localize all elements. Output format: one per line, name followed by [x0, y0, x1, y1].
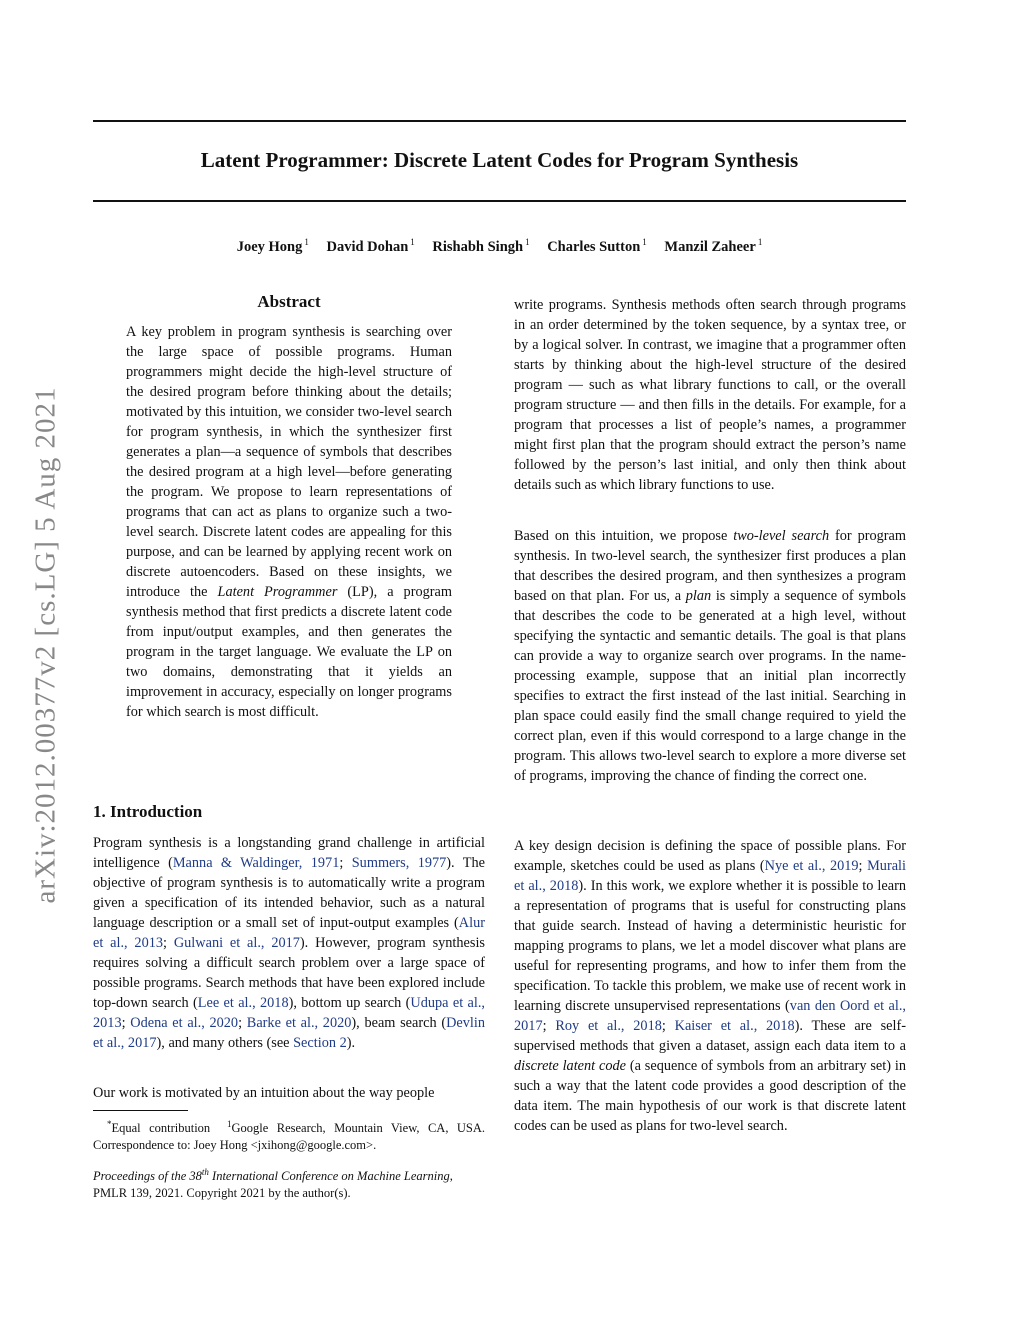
arxiv-stamp: arXiv:2012.00377v2 [cs.LG] 5 Aug 2021: [29, 386, 62, 904]
citation-link[interactable]: van den Oord et al., 2017: [514, 998, 906, 1034]
section-heading-introduction: 1. Introduction: [93, 802, 203, 821]
author-list: [93, 237, 906, 256]
citation-link[interactable]: Devlin et al., 2017: [93, 1015, 486, 1051]
footnote: *Equal contribution $^1$Google Research, Mountain View, CA, USA. Correspondence to: Joey Hong <jxihong@google.com>.: [93, 1119, 486, 1153]
citation-link[interactable]: Gulwani et al., 2017: [173, 935, 300, 951]
citation-link[interactable]: Odena et al., 2020: [130, 1015, 239, 1031]
section-link[interactable]: Section 2: [293, 1035, 347, 1051]
citation-link[interactable]: Manna & Waldinger, 1971: [172, 855, 340, 871]
author: Charles Sutton $^1$: [547, 237, 647, 255]
abstract-text: A key problem in program synthesis is searching over the large space of possible programs. Human programmers might decide the high-level structure of the desired program before thinking about the details; motivated by this intuition, we consider two-level search for program synthesis, in which the synthesizer first generates a plan—a sequence of symbols that describes the desired program at a high level—before generating the program. We propose to learn representations of programs that can act as plans to organize such a two-level search. Discrete latent codes are appealing for this purpose, and can be learned by applying recent work on discrete autoencoders. Based on these insights, we introduce the Latent Programmer (LP), a program synthesis method that first predicts a discrete latent code from input/output examples, and then generates the program in the target language. We evaluate the LP on two domains, demonstrating that it yields an improvement in accuracy, especially on longer programs for which search is most difficult.: [126, 324, 452, 720]
citation-link[interactable]: Roy et al., 2018: [555, 1018, 662, 1034]
author: Rishabh Singh $^1$: [432, 237, 530, 255]
author: David Dohan $^1$: [326, 237, 415, 255]
title-bottom-rule: [93, 200, 906, 202]
abstract-heading: Abstract: [257, 292, 321, 311]
citation-link[interactable]: Murali et al., 2018: [514, 858, 906, 894]
author: Manzil Zaheer $^1$: [664, 237, 763, 255]
citation-link[interactable]: Kaiser et al., 2018: [674, 1018, 795, 1034]
proceedings-note: Proceedings of the 38th International Conference on Machine Learning, PMLR 139, 2021. Copyright 2021 by the author(s).: [93, 1167, 453, 1201]
citation-link[interactable]: Udupa et al., 2013: [93, 995, 485, 1031]
intro-paragraph-1: Program synthesis is a longstanding grand challenge in artificial intelligence (Manna & Waldinger, 1971; Summers, 1977). The objective of program synthesis is to automatically write a program given a specification of its intended behavior, such as a natural language description or a small set of input-output examples (Alur et al., 2013; Gulwani et al., 2017). However, program synthesis requires solving a difficult search problem over a large space of possible programs. Search methods that have been explored include top-down search (Lee et al., 2018), bottom up search (Udupa et al., 2013; Odena et al., 2020; Barke et al., 2020), beam search (Devlin et al., 2017), and many others (see Section 2).: [93, 835, 486, 1051]
citation-link[interactable]: Alur et al., 2013: [93, 915, 485, 951]
title-top-rule: [93, 120, 906, 122]
author: Joey Hong $^1$: [236, 237, 309, 255]
right-paragraph-1: write programs. Synthesis methods often search through programs in an order determined by the token sequence, by a syntax tree, or by a logical solver. In contrast, we imagine that a programmer often starts by thinking about the high-level structure of the desired program — such as what library functions to call, or the overall program structure — and then fills in the details. For example, for a program that processes a list of people’s names, a programmer might first plan that the program should extract the person’s name followed by the person’s last initial, and only then think about details such as which library functions to use.: [514, 297, 906, 493]
right-paragraph-3: A key design decision is defining the space of possible plans. For example, sketches could be used as plans (Nye et al., 2019; Murali et al., 2018). In this work, we explore whether it is possible to learn a representation of programs that is useful for constructing plans that guide search. Instead of having a deterministic heuristic for mapping programs to plans, we let a model discover what plans are useful for representing programs, and how to infer them from the specification. To tackle this problem, we make use of recent work in learning discrete unsupervised representations (van den Oord et al., 2017; Roy et al., 2018; Kaiser et al., 2018). These are self-supervised methods that given a dataset, assign each data item to a discrete latent code (a sequence of symbols from an arbitrary set) in such a way that the latent code provides a good description of the data item. The main hypothesis of our work is that discrete latent codes can be used as plans for two-level search.: [514, 838, 907, 1134]
citation-link[interactable]: Summers, 1977: [351, 855, 447, 871]
citation-link[interactable]: Barke et al., 2020: [246, 1015, 352, 1031]
citation-link[interactable]: Lee et al., 2018: [197, 995, 289, 1011]
right-paragraph-2: Based on this intuition, we propose two-level search for program synthesis. In two-level search, the synthesizer first produces a plan that describes the desired program, and then synthesizes a program based on that plan. For us, a plan is simply a sequence of symbols that describes the code to be generated at a high level, without specifying the syntactic and semantic details. The goal is that plans can provide a way to organize search over programs. In the name-processing example, suppose that an initial plan incorrectly specifies to extract the first instead of the last initial. Searching in plan space could easily find the small change required to yield the correct plan, even if this would correspond to a large change in the program. This allows two-level search to explore a more diverse set of programs, improving the chance of finding the correct one.: [514, 528, 906, 784]
footnote-rule: [93, 1110, 188, 1111]
intro-paragraph-2: Our work is motivated by an intuition about the way people: [93, 1085, 435, 1101]
citation-link[interactable]: Nye et al., 2019: [764, 858, 859, 874]
paper-title: Latent Programmer: Discrete Latent Codes for Program Synthesis: [200, 148, 799, 172]
